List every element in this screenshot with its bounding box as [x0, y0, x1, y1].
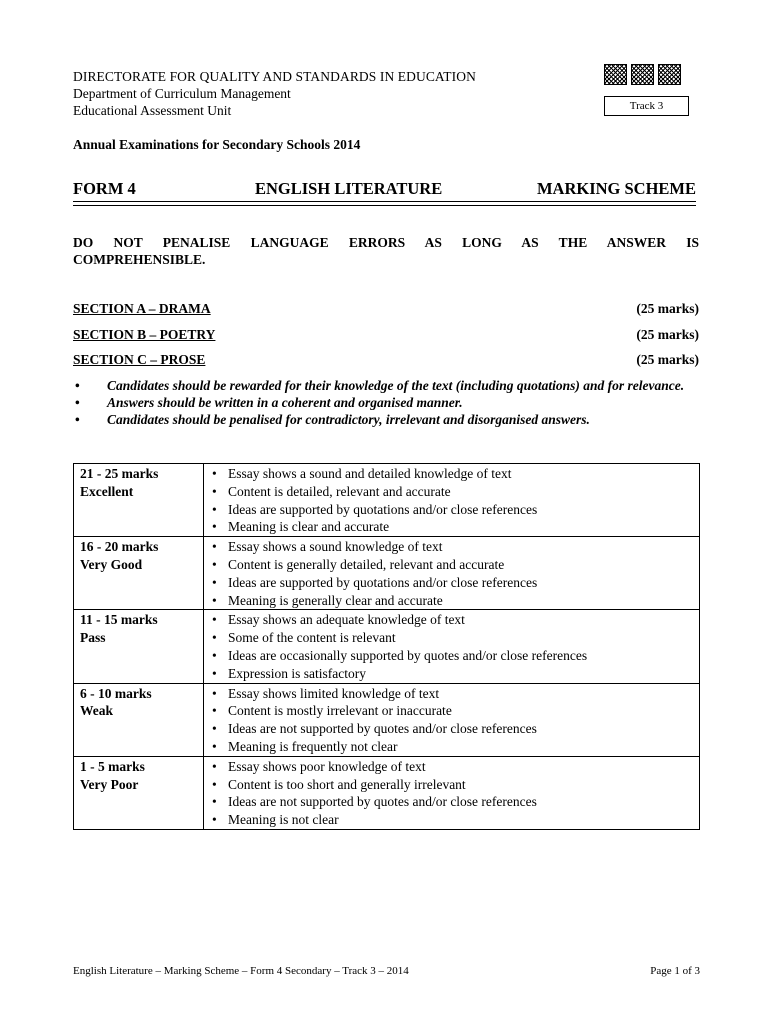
bullet-icon: •	[75, 412, 80, 427]
instruction-item: • Candidates should be penalised for contradictory, irrelevant and disorganised answers.	[75, 412, 590, 427]
form-level: FORM 4	[73, 179, 136, 198]
criterion-item: • Ideas are not supported by quotes and/or close references	[210, 720, 694, 738]
marking-table	[73, 463, 700, 830]
criteria-list	[210, 538, 694, 609]
section-name: SECTION A – DRAMA	[73, 301, 211, 316]
criterion-item: • Essay shows poor knowledge of text	[210, 758, 694, 776]
criterion-item: • Meaning is not clear	[210, 811, 694, 829]
title-divider	[73, 201, 696, 202]
page-number: Page 1 of 3	[650, 965, 700, 977]
section-marks: (25 marks)	[636, 352, 699, 367]
unit-name: Educational Assessment Unit	[73, 103, 232, 118]
criterion-item: • Ideas are supported by quotations and/or close references	[210, 574, 694, 592]
section-name: SECTION B – POETRY	[73, 327, 216, 342]
criterion-item: • Meaning is frequently not clear	[210, 738, 694, 756]
mark-range: 21 - 25 marks	[80, 466, 159, 481]
instruction-item: • Answers should be written in a coherent and organised manner.	[75, 395, 463, 410]
criterion-item: • Essay shows limited knowledge of text	[210, 685, 694, 703]
criteria-cell	[204, 756, 700, 829]
mark-band-cell	[74, 683, 204, 756]
criterion-item: • Meaning is clear and accurate	[210, 518, 694, 536]
grade-label: Pass	[80, 630, 106, 646]
criteria-list	[210, 758, 694, 829]
mark-range: 6 - 10 marks	[80, 685, 152, 701]
criteria-list	[210, 611, 694, 682]
table-row	[74, 464, 700, 537]
mark-band-cell	[74, 537, 204, 610]
criterion-item: • Essay shows a sound and detailed knowledge of text	[210, 465, 694, 483]
criteria-cell	[204, 683, 700, 756]
footer-title: English Literature – Marking Scheme – Form 4 Secondary – Track 3 – 2014	[73, 965, 409, 977]
language-notice: DO NOT PENALISE LANGUAGE ERRORS AS LONG AS THE ANSWER IS COMPREHENSIBLE.	[73, 235, 699, 267]
directorate-header	[73, 68, 476, 119]
section-row	[73, 352, 699, 368]
department-name: Department of Curriculum Management	[73, 86, 291, 101]
criterion-item: • Ideas are not supported by quotes and/or close references	[210, 793, 694, 811]
table-row	[74, 610, 700, 683]
criterion-item: • Some of the content is relevant	[210, 629, 694, 647]
table-row	[74, 683, 700, 756]
criterion-item: • Ideas are occasionally supported by quotes and/or close references	[210, 647, 694, 665]
criterion-item: • Ideas are supported by quotations and/or close references	[210, 501, 694, 519]
table-row	[74, 537, 700, 610]
criteria-cell	[204, 610, 700, 683]
directorate-name: DIRECTORATE FOR QUALITY AND STANDARDS IN EDUCATION	[73, 69, 476, 84]
instruction-item: • Candidates should be rewarded for their knowledge of the text (including quotations) and for relevance.	[75, 378, 685, 393]
document-type: MARKING SCHEME	[536, 179, 696, 198]
page-footer	[73, 965, 700, 977]
mark-band-cell	[74, 756, 204, 829]
instructions-list	[73, 377, 701, 428]
table-row	[74, 756, 700, 829]
mark-band-cell	[74, 464, 204, 537]
section-row	[73, 327, 699, 343]
mark-range: 16 - 20 marks	[80, 539, 159, 555]
criteria-cell	[204, 464, 700, 537]
barcode-icon	[604, 64, 627, 85]
criterion-item: • Content is detailed, relevant and accurate	[210, 483, 694, 501]
title-divider	[73, 205, 696, 206]
section-marks: (25 marks)	[636, 301, 699, 316]
mark-band-cell	[74, 610, 204, 683]
section-row	[73, 301, 699, 317]
criteria-cell	[204, 537, 700, 610]
track-label: Track 3	[604, 96, 689, 116]
bullet-icon: •	[75, 378, 80, 393]
mark-range: 11 - 15 marks	[80, 612, 158, 628]
criterion-item: • Content is mostly irrelevant or inaccurate	[210, 702, 694, 720]
barcode-group	[604, 64, 681, 85]
grade-label: Weak	[80, 703, 114, 719]
criterion-item: • Essay shows a sound knowledge of text	[210, 538, 694, 556]
criteria-list	[210, 685, 694, 756]
grade-label: Very Poor	[80, 776, 139, 792]
criterion-item: • Content is generally detailed, relevant and accurate	[210, 556, 694, 574]
section-name: SECTION C – PROSE	[73, 352, 206, 367]
criterion-item: • Meaning is generally clear and accurate	[210, 592, 694, 610]
criteria-list	[210, 465, 694, 536]
subject-title: ENGLISH LITERATURE	[255, 179, 443, 198]
barcode-icon	[631, 64, 654, 85]
criterion-item: • Expression is satisfactory	[210, 665, 694, 683]
grade-label: Excellent	[80, 483, 134, 499]
mark-range: 1 - 5 marks	[80, 758, 145, 774]
bullet-icon: •	[75, 395, 80, 410]
exam-title: Annual Examinations for Secondary Schools 2014	[73, 137, 361, 152]
criterion-item: • Content is too short and generally irrelevant	[210, 776, 694, 794]
criterion-item: • Essay shows an adequate knowledge of text	[210, 611, 694, 629]
barcode-icon	[658, 64, 681, 85]
grade-label: Very Good	[80, 556, 143, 572]
section-marks: (25 marks)	[636, 327, 699, 342]
